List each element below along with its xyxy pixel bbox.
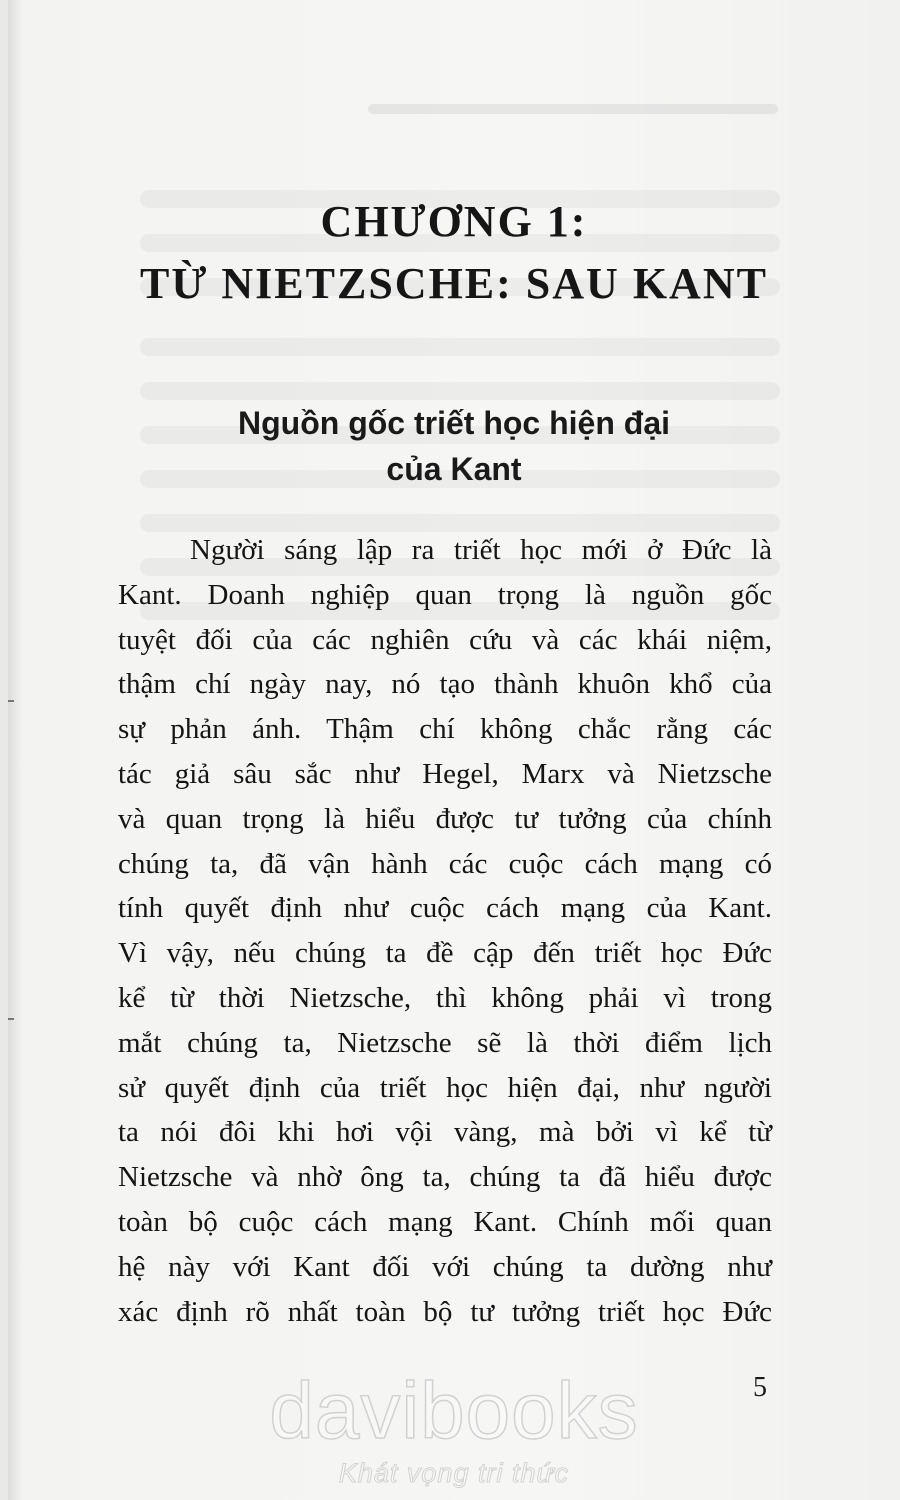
watermark-tagline: Khát vọng tri thức — [338, 1458, 570, 1488]
body-line: mắt chúng ta, Nietzsche sẽ là thời điểm lịch — [118, 1026, 772, 1059]
spine-mark — [8, 1018, 14, 1020]
body-line: chúng ta, đã vận hành các cuộc cách mạng có — [118, 847, 772, 880]
body-line: tuyệt đối của các nghiên cứu và các khái niệm, — [118, 623, 772, 656]
body-line: toàn bộ cuộc cách mạng Kant. Chính mối quan — [118, 1205, 772, 1238]
book-page — [8, 0, 900, 1500]
body-line: hệ này với Kant đối với chúng ta dường như — [118, 1250, 772, 1283]
chapter-title: TỪ NIETZSCHE: SAU KANT — [140, 259, 768, 308]
body-line: Kant. Doanh nghiệp quan trọng là nguồn gốc — [118, 578, 772, 611]
spine-mark — [8, 700, 14, 702]
running-head-show-through — [368, 104, 778, 114]
body-line: tác giả sâu sắc như Hegel, Marx và Nietzsche — [118, 757, 772, 790]
body-line: kể từ thời Nietzsche, thì không phải vì trong — [118, 981, 772, 1014]
body-paragraph — [118, 528, 772, 1334]
section-title-line-1: Nguồn gốc triết học hiện đại — [238, 405, 670, 441]
body-line: sự phản ánh. Thậm chí không chắc rằng các — [118, 713, 772, 746]
page-number: 5 — [753, 1372, 767, 1403]
body-line: ta nói đôi khi hơi vội vàng, mà bởi vì kể từ — [118, 1116, 772, 1149]
body-line: thậm chí ngày nay, nó tạo thành khuôn khổ của — [118, 668, 772, 701]
body-line: Nietzsche và nhờ ông ta, chúng ta đã hiểu được — [118, 1161, 772, 1194]
body-line: sử quyết định của triết học hiện đại, như người — [118, 1071, 772, 1104]
body-line: xác định rõ nhất toàn bộ tư tưởng triết học Đức — [118, 1295, 772, 1328]
body-line: Người sáng lập ra triết học mới ở Đức là — [190, 534, 772, 566]
chapter-number: CHƯƠNG 1: — [320, 197, 588, 246]
body-line: tính quyết định như cuộc cách mạng của Kant. — [118, 892, 772, 925]
watermark-logo: davibooks — [269, 1366, 639, 1455]
body-line: Vì vậy, nếu chúng ta đề cập đến triết học Đức — [118, 937, 772, 970]
body-line: và quan trọng là hiểu được tư tưởng của chính — [118, 802, 772, 835]
section-title-line-2: của Kant — [386, 451, 522, 487]
